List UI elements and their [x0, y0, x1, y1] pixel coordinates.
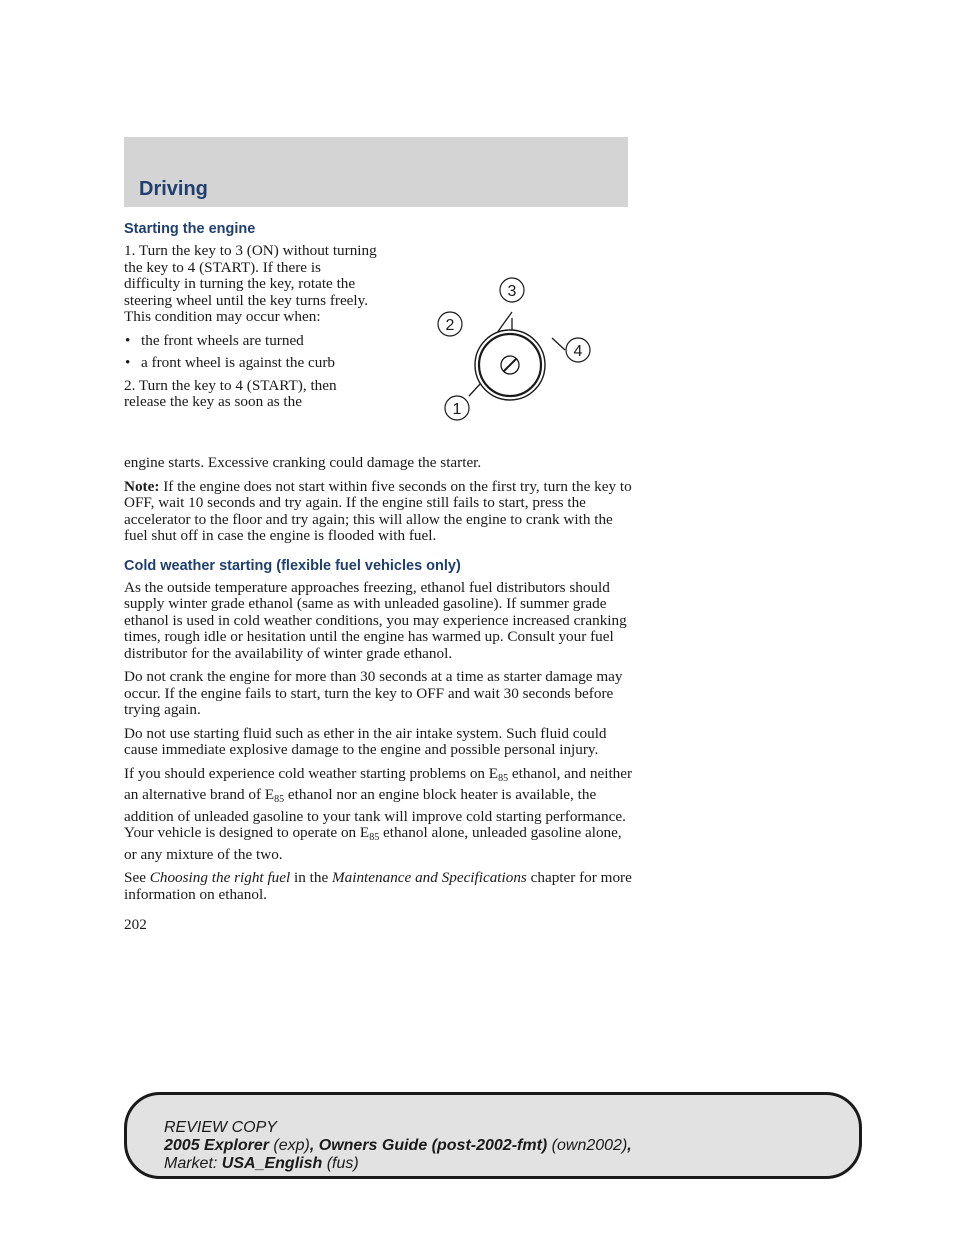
- list-item: • a front wheel is against the curb: [124, 355, 379, 372]
- heading-starting-engine: Starting the engine: [124, 221, 256, 237]
- cross-reference-chapter: Maintenance and Specifications: [331, 869, 527, 886]
- section-title: Driving: [139, 178, 208, 200]
- paragraph: Do not use starting fluid such as ether in the air intake system. Such fluid could cause immediate explosive damage to the engine and possible personal injury.: [124, 724, 607, 758]
- review-copy-footer: [124, 1092, 862, 1179]
- note-text: If the engine does not start within five seconds on the first try, turn the key to OFF, wait 10 seconds and try again. If the engine still fails to start, press the accelerator to the floor and try again; this will allow the engine to crank with the fuel shut off in case the engine is flooded with fuel.: [124, 477, 632, 544]
- note-label: Note:: [124, 477, 160, 495]
- review-copy-label: REVIEW COPY: [164, 1119, 277, 1136]
- step1-block: [124, 243, 634, 456]
- paragraph-see-also: See Choosing the right fuel in the Maintenance and Specifications chapter for more information on ethanol.: [124, 869, 632, 903]
- step1-text: 1. Turn the key to 3 (ON) without turning the key to 4 (START). If there is difficulty in turning the key, rotate the steering wheel until the key turns freely. This condition may occur when:: [124, 242, 377, 325]
- position-label-4: 4: [573, 343, 583, 360]
- position-label-1: 1: [452, 401, 462, 418]
- paragraph: As the outside temperature approaches freezing, ethanol fuel distributors should supply winter grade ethanol (same as with unleaded gasoline). If summer grade ethanol is used in cold weather conditions, you may experience increased cranking times, rough idle or hesitation until the engine has warmed up. Consult your fuel distributor for the availability of winter grade ethanol.: [124, 578, 627, 662]
- paragraph: Do not crank the engine for more than 30 seconds at a time as starter damage may occur. If the engine fails to start, turn the key to OFF and wait 30 seconds before trying again.: [124, 668, 623, 718]
- step2-text-a: 2. Turn the key to 4 (START), then release the key as soon as the: [124, 376, 337, 410]
- section-header-band: [124, 137, 628, 207]
- position-1-line: [469, 383, 481, 396]
- footer-model-line: 2005 Explorer (exp), Owners Guide (post-2002-fmt) (own2002),: [164, 1137, 632, 1154]
- page-content: [124, 220, 634, 934]
- page-number: 202: [124, 916, 147, 933]
- paragraph-e85: If you should experience cold weather starting problems on $E_{85}$ ethanol, and neither an alternative brand of $E_{85}$ ethanol nor an engine block heater is available, the addition of unleaded gasoline to your tank will improve cold starting performance. Your vehicle is designed to operate on $E_{85}$ ethanol alone, unleaded gasoline alone, or any mixture of the two.: [124, 764, 633, 863]
- condition-list: [124, 333, 379, 372]
- ignition-switch-diagram: [434, 273, 634, 433]
- position-4-line: [552, 338, 565, 350]
- heading-cold-weather: Cold weather starting (flexible fuel vehicles only): [124, 557, 461, 574]
- position-label-3: 3: [507, 283, 517, 300]
- footer-market-line: Market: USA_English (fus): [164, 1155, 359, 1172]
- step2-text-b: engine starts. Excessive cranking could damage the starter.: [124, 454, 482, 471]
- cross-reference-fuel: Choosing the right fuel: [149, 869, 291, 886]
- note-paragraph: [124, 479, 634, 545]
- position-label-2: 2: [445, 317, 455, 334]
- list-item: • the front wheels are turned: [124, 333, 379, 350]
